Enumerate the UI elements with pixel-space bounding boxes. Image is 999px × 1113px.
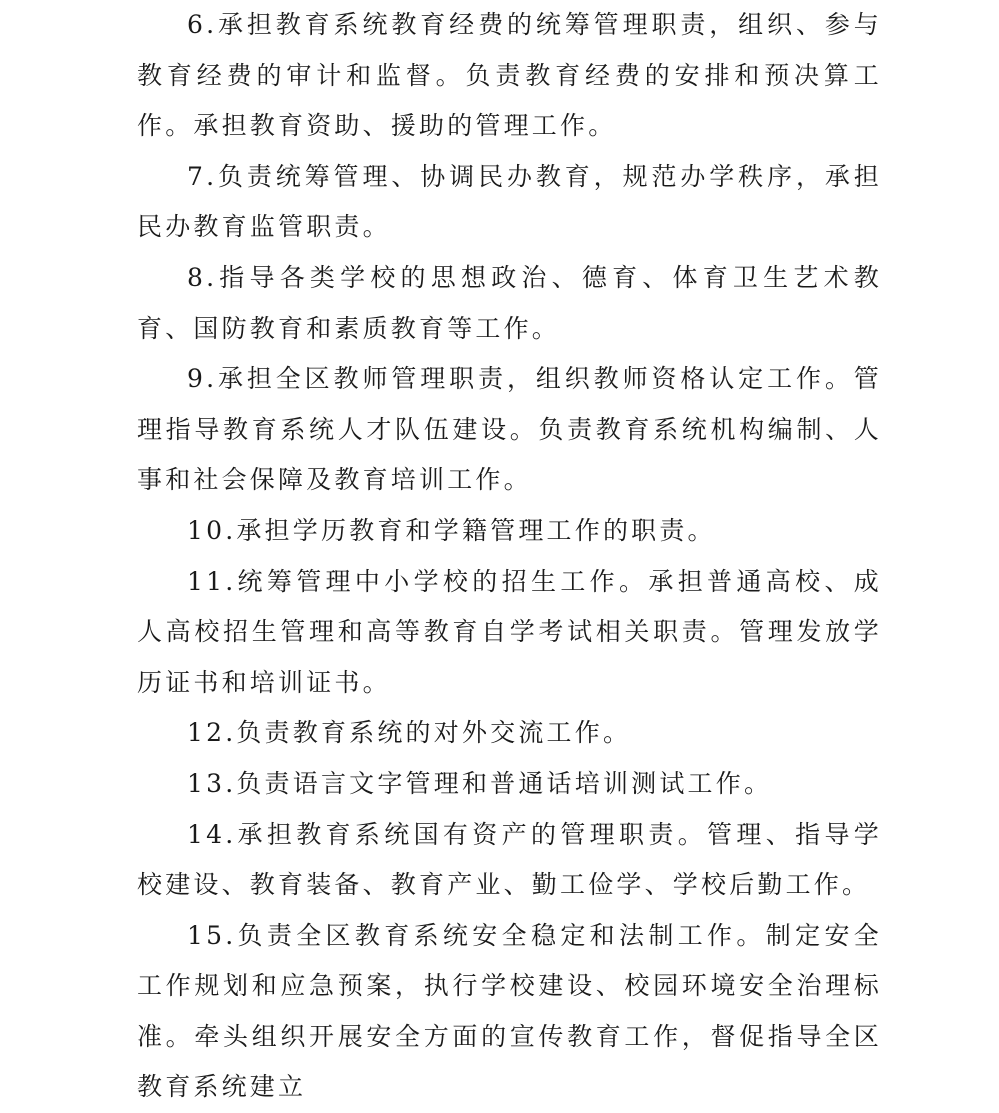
- paragraph-item-10: 10.承担学历教育和学籍管理工作的职责。: [187, 515, 716, 545]
- paragraph-item-13: 13.负责语言文字管理和普通话培训测试工作。: [187, 768, 773, 798]
- paragraph-item-11: 11.统筹管理中小学校的招生工作。承担普通高校、成人高校招生管理和高等教育自学考试相关职责。管理发放学历证书和培训证书。: [137, 566, 882, 697]
- paragraph-item-15: 15.负责全区教育系统安全稳定和法制工作。制定安全工作规划和应急预案，执行学校建设、校园环境安全治理标准。牵头组织开展安全方面的宣传教育工作，督促指导全区教育系统建立: [137, 920, 882, 1102]
- paragraph-item-12: 12.负责教育系统的对外交流工作。: [187, 718, 632, 748]
- paragraph-item-6: 6.承担教育系统教育经费的统筹管理职责，组织、参与教育经费的审计和监督。负责教育经费的安排和预决算工作。承担教育资助、援助的管理工作。: [137, 10, 882, 141]
- paragraph-item-9: 9.承担全区教师管理职责，组织教师资格认定工作。管理指导教育系统人才队伍建设。负责教育系统机构编制、人事和社会保障及教育培训工作。: [137, 364, 882, 495]
- paragraph-item-8: 8.指导各类学校的思想政治、德育、体育卫生艺术教育、国防教育和素质教育等工作。: [137, 262, 882, 343]
- paragraph-item-14: 14.承担教育系统国有资产的管理职责。管理、指导学校建设、教育装备、教育产业、勤工俭学、学校后勤工作。: [137, 819, 882, 900]
- document-page: [137, 0, 882, 1113]
- paragraph-item-7: 7.负责统筹管理、协调民办教育，规范办学秩序，承担民办教育监管职责。: [137, 161, 882, 242]
